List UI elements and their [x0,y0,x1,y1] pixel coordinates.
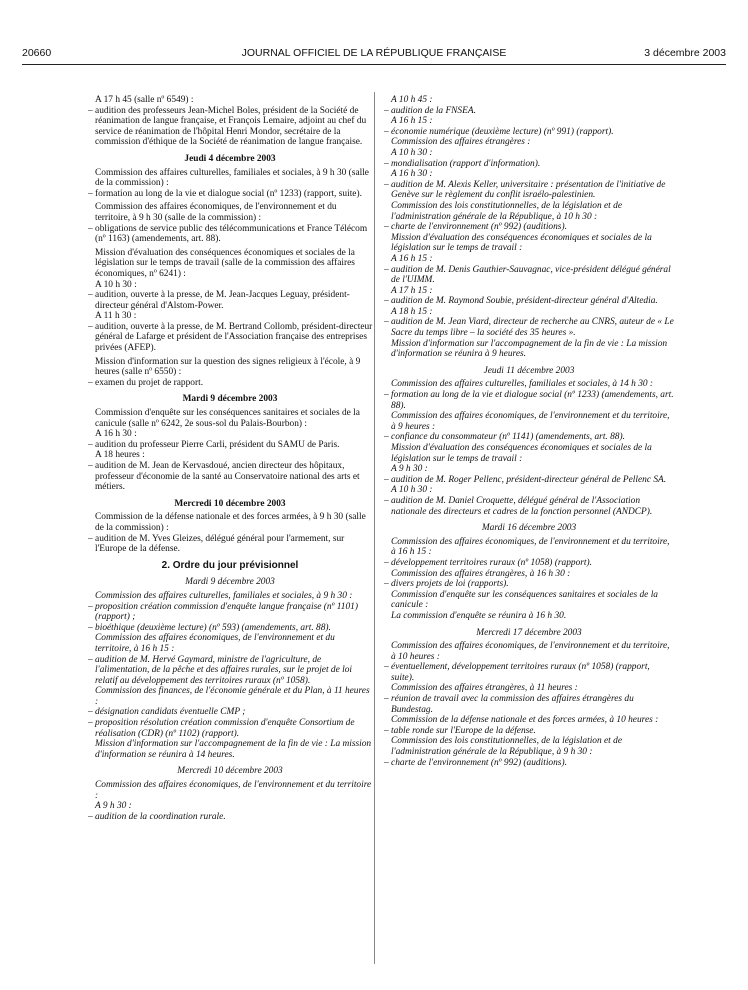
agenda-paragraph: A 17 h 15 : [391,285,433,296]
date-heading: Mardi 9 décembre 2003 [185,577,275,588]
agenda-paragraph: Commission des affaires culturelles, familiales et sociales, à 9 h 30 : [95,590,353,601]
agenda-item: – économie numérique (deuxième lecture) (nº 991) (rapport). [384,126,614,137]
section-heading: 2. Ordre du jour prévisionnel [161,559,299,571]
agenda-paragraph: A 16 h 15 : [391,116,433,127]
date-heading: Mercredi 10 décembre 2003 [177,766,283,777]
agenda-paragraph: Commission d'enquête sur les conséquences sanitaires et sociales de la canicule (salle nº 6242, 2e sous-sol du Palais-Bourbon) : [95,408,360,429]
agenda-paragraph: A 9 h 30 : [391,464,428,475]
agenda-item: – mondialisation (rapport d'information). [384,158,541,169]
agenda-item: – audition de la coordination rurale. [88,811,226,822]
agenda-item: – désignation candidats éventuelle CMP ; [88,707,246,718]
agenda-item: – formation au long de la vie et dialogue social (nº 1233) (amendements, art. 88). [384,390,674,411]
agenda-paragraph: Commission des lois constitutionnelles, de la législation et de l'administration générale de la République, à 10 h 30 : [391,200,622,222]
agenda-paragraph: A 18 heures : [95,450,145,461]
agenda-paragraph: Commission des finances, de l'économie générale et du Plan, à 11 heures : [95,686,370,707]
agenda-paragraph: A 17 h 45 (salle nº 6549) : [95,95,194,105]
agenda-paragraph: La commission d'enquête se réunira à 16 h 30. [391,610,567,621]
agenda-paragraph: Commission des affaires économiques, de l'environnement et du territoire, à 16 h 15 : [95,633,335,654]
agenda-paragraph: Commission des affaires économiques, de l'environnement et du territoire, à 9 h 30 (salle de la commission) : [95,202,337,223]
agenda-paragraph: Commission des affaires économiques, de l'environnement et du territoire, à 16 h 15 : [391,536,670,558]
agenda-item: – proposition création commission d'enquête langue française (nº 1101) (rapport) ; [88,601,358,623]
agenda-item: – confiance du consommateur (nº 1141) (amendements, art. 88). [384,432,625,443]
agenda-paragraph: Commission des affaires économiques, de l'environnement et du territoire, à 9 heures : [391,411,670,432]
agenda-item: – audition du professeur Pierre Carli, président du SAMU de Paris. [88,439,340,450]
agenda-item: – obligations de service public des télécommunications et France Télécom (nº 1163) (amendements, art. 88). [88,223,368,245]
left-column [87,95,373,822]
agenda-paragraph: Commission des affaires culturelles, familiales et sociales, à 14 h 30 : [391,379,654,390]
agenda-paragraph: Mission d'information sur l'accompagnement de la fin de vie : La mission d'information se réunira à 9 heures. [391,338,668,360]
page-number: 20660 [22,47,52,59]
agenda-paragraph: Mission d'information sur l'accompagnement de la fin de vie : La mission d'information se réunira à 14 heures. [95,739,372,760]
agenda-item: – audition de M. Jean Viard, directeur de recherche au CNRS, auteur de « Le Sacre du temps libre – la société des 35 heures ». [384,317,674,339]
agenda-item: – audition de M. Daniel Croquette, délégué général de l'Association nationale des directeurs et cadres de la fonction personnel (ANDCP). [384,495,653,517]
agenda-paragraph: A 16 h 30 : [95,429,137,440]
agenda-paragraph: Commission des affaires économiques, de l'environnement et du territoire : [95,780,372,801]
agenda-item: – audition des professeurs Jean-Michel Boles, président de la Société de réanimation de langue française, et François Lemaire, adjoint au chef du service de réanimation de l'hôpital Henri Mondor, secrétaire de la commission d'éthique de la Société de réanimation de langue française. [88,105,367,148]
agenda-item: – audition de M. Alexis Keller, universitaire : présentation de l'initiative de Genève sur le règlement du conflit israélo-palestinien. [384,179,666,201]
agenda-item: – éventuellement, développement territoires ruraux (nº 1058) (rapport, suite). [384,662,650,683]
agenda-paragraph: Commission des affaires économiques, de l'environnement et du territoire, à 10 heures : [391,641,670,662]
date-heading: Jeudi 11 décembre 2003 [483,365,575,376]
agenda-paragraph: A 10 h 30 : [391,485,433,496]
agenda-paragraph: Commission des affaires étrangères : [391,137,531,148]
agenda-paragraph: A 11 h 30 : [95,311,137,322]
agenda-paragraph: Commission de la défense nationale et des forces armées, à 10 heures : [391,715,659,726]
agenda-item: – audition de M. Hervé Gaymard, ministre de l'agriculture, de l'alimentation, de la pêche et des affaires rurales, sur le projet de loi relatif au développement des territoires ruraux (nº 1058). [88,654,353,686]
issue-date: 3 décembre 2003 [644,47,726,59]
date-heading: Mercredi 17 décembre 2003 [476,627,582,638]
date-heading: Mardi 16 décembre 2003 [481,523,577,534]
column-divider [374,92,375,964]
agenda-item: – audition, ouverte à la presse, de M. Bertrand Collomb, président-directeur général de Lafarge et président de l'Association française des entreprises privées (AFEP). [88,321,373,354]
agenda-item: – audition de M. Roger Pellenc, président-directeur général de Pellenc SA. [384,474,667,485]
agenda-paragraph: Commission d'enquête sur les conséquences sanitaires et sociales de la canicule : [391,589,658,611]
journal-title: JOURNAL OFFICIEL DE LA RÉPUBLIQUE FRANÇAISE [241,47,507,59]
date-heading: Mercredi 10 décembre 2003 [174,498,286,509]
agenda-paragraph: A 10 h 30 : [95,279,137,290]
agenda-paragraph: Commission des affaires culturelles, familiales et sociales, à 9 h 30 (salle de la commission) : [95,167,369,189]
agenda-paragraph: Mission d'évaluation des conséquences économiques et sociales de la législation sur le temps de travail (salle de la commission des affaires économiques, nº 6241) : [95,247,355,279]
agenda-item: – réunion de travail avec la commission des affaires étrangères du Bundestag. [384,694,634,715]
agenda-item: – bioéthique (deuxième lecture) (nº 593) (amendements, art. 88). [88,622,331,633]
agenda-paragraph: Commission des affaires étrangères, à 16 h 30 : [391,568,571,579]
agenda-paragraph: Mission d'évaluation des conséquences économiques et sociales de la législation sur le temps de travail : [391,232,652,254]
agenda-item: – charte de l'environnement (nº 992) (auditions). [384,757,567,768]
page-header [22,47,726,63]
agenda-item: – audition de la FNSEA. [384,105,476,116]
agenda-item: – divers projets de loi (rapports). [384,579,509,590]
agenda-paragraph: A 16 h 30 : [391,169,433,180]
agenda-paragraph: A 16 h 15 : [391,253,433,264]
date-heading: Mardi 9 décembre 2003 [182,394,278,405]
agenda-paragraph: Commission de la défense nationale et des forces armées, à 9 h 30 (salle de la commission) : [95,512,366,533]
agenda-item: – audition de M. Jean de Kervasdoué, ancien directeur des hôpitaux, professeur d'économie de la santé au Conservatoire national des arts et métiers. [88,461,360,493]
agenda-item: – développement territoires ruraux (nº 1058) (rapport). [384,557,592,568]
agenda-item: – audition de M. Denis Gauthier-Sauvagnac, vice-président délégué général de l'UIMM. [384,264,671,286]
date-heading: Jeudi 4 décembre 2003 [184,153,276,164]
agenda-item: – table ronde sur l'Europe de la défense. [384,725,536,736]
agenda-paragraph: Mission d'évaluation des conséquences économiques et sociales de la législation sur le temps de travail : [391,443,652,464]
agenda-item: – proposition résolution création commission d'enquête Consortium de réalisation (CDR) (nº 1102) (rapport). [88,718,355,739]
agenda-paragraph: A 10 h 45 : [391,95,433,105]
right-column [383,95,675,768]
agenda-item: – audition de M. Yves Gleizes, délégué général pour l'armement, sur l'Europe de la défense. [88,533,345,555]
agenda-item: – charte de l'environnement (nº 992) (auditions). [384,222,567,233]
agenda-item: – formation au long de la vie et dialogue social (nº 1233) (rapport, suite). [88,188,362,199]
header-rule [22,64,726,65]
agenda-paragraph: Mission d'information sur la question des signes religieux à l'école, à 9 heures (salle nº 6550) : [95,356,361,378]
agenda-item: – audition de M. Raymond Soubie, président-directeur général d'Altedia. [384,296,658,307]
agenda-paragraph: A 10 h 30 : [391,147,433,158]
agenda-item: – audition, ouverte à la presse, de M. Jean-Jacques Leguay, président-directeur général d'Alstom-Power. [88,290,350,311]
agenda-item: – examen du projet de rapport. [88,377,204,388]
agenda-paragraph: A 9 h 30 : [95,801,132,812]
agenda-paragraph: A 18 h 15 : [391,306,433,317]
agenda-paragraph: Commission des affaires étrangères, à 11 heures : [391,683,578,694]
agenda-paragraph: Commission des lois constitutionnelles, de la législation et de l'administration générale de la République, à 9 h 30 : [391,736,622,758]
